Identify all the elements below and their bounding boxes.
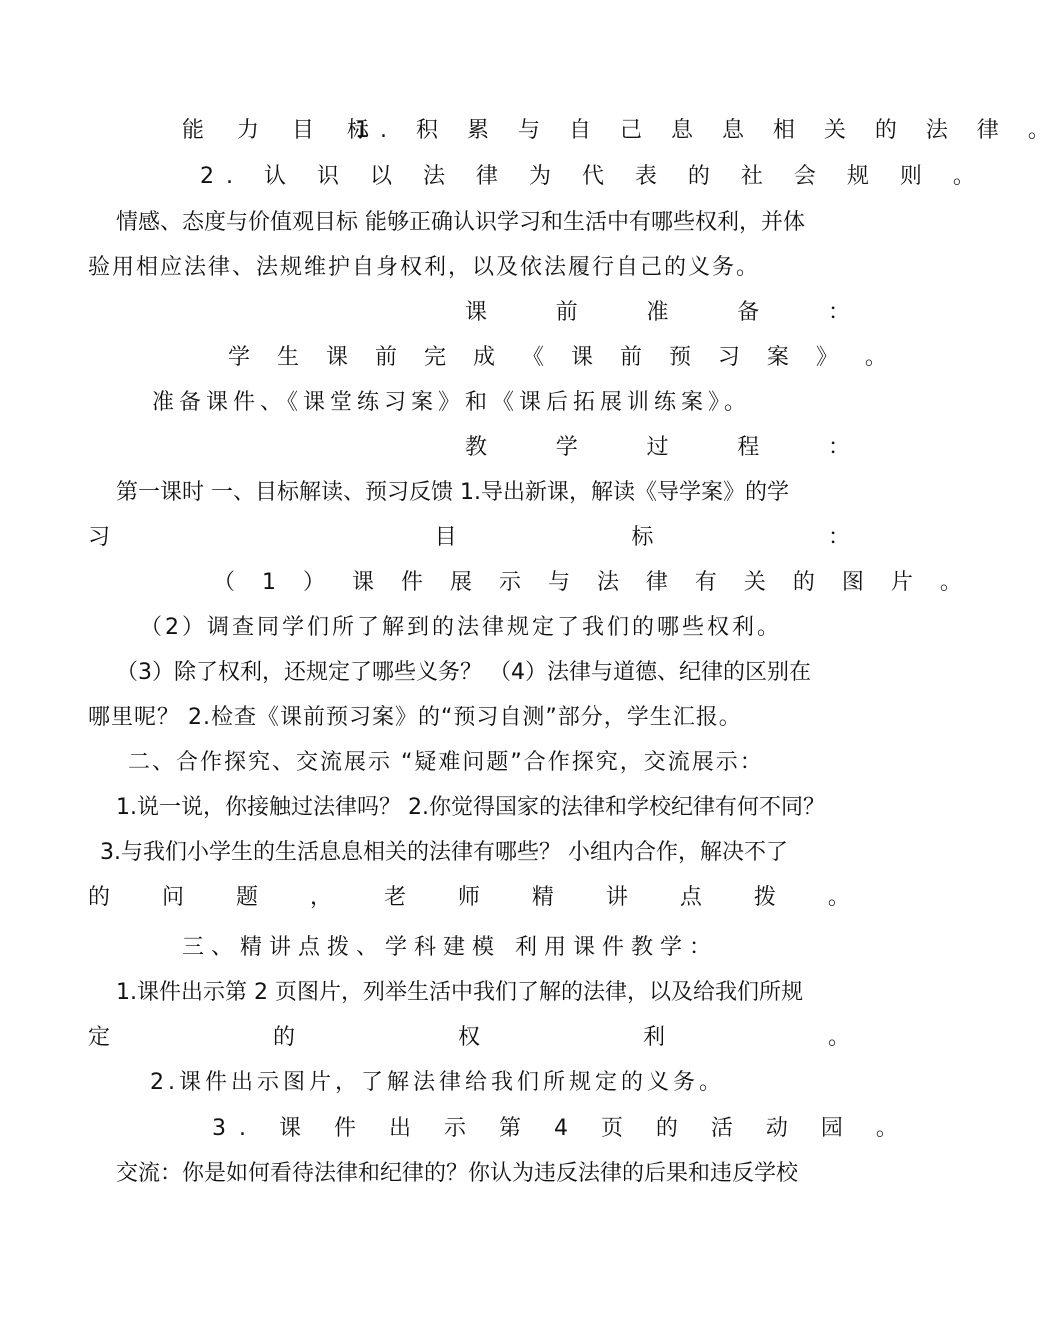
courseware-1: 1.课件出示第 2 页图片，列举生活中我们了解的法律，以及给我们所规 (116, 980, 803, 1005)
courseware-2: 2.课件出示图片，了解法律给我们所规定的义务。 (150, 1070, 725, 1095)
student-prep: 学 生 课 前 完 成 《 课 前 预 习 案 》 。 (228, 345, 897, 370)
item-1: （ 1 ） 课 件 展 示 与 法 律 有 关 的 图 片 。 (213, 570, 972, 595)
pre-class-prep-heading: 课 前 准 备 ： (465, 300, 850, 325)
ability-goal-2: 2. 认 识 以 法 律 为 代 表 的 社 会 规 则 。 (200, 164, 987, 189)
emotion-goal-cont: 验用相应法律、法规维护自身权利，以及依法履行自己的义务。 (88, 255, 761, 280)
emotion-goal: 情感、态度与价值观目标 能够正确认识学习和生活中有哪些权利，并体 (116, 210, 805, 235)
item-2: （2）调查同学们所了解到的法律规定了我们的哪些权利。 (140, 615, 782, 640)
exchange: 交流：你是如何看待法律和纪律的？你认为违反法律的后果和违反学校 (116, 1161, 799, 1186)
ability-goal-label: 能 力 目 标 (182, 118, 382, 143)
teaching-process-heading: 教 学 过 程 ： (465, 435, 850, 460)
teacher-guidance-line: 的 问 题 ， 老 师 精 讲 点 拨 。 (88, 885, 850, 910)
discuss-3: 3.与我们小学生的生活息息相关的法律有哪些？ 小组内合作，解决不了 (100, 840, 788, 865)
teacher-prep: 准备课件、《课堂练习案》和《课后拓展训练案》。 (152, 390, 752, 415)
rights-line: 定 的 权 利 。 (88, 1025, 850, 1050)
discuss-1-2: 1.说一说，你接触过法律吗？ 2.你觉得国家的法律和学校纪律有何不同？ (116, 795, 825, 820)
courseware-3: 3. 课 件 出 示 第 4 页 的 活 动 园 。 (212, 1116, 911, 1141)
item-check: 哪里呢？ 2.检查《课前预习案》的“预习自测”部分，学生汇报。 (88, 705, 742, 730)
learning-goal-line: 习 目 标 ： (88, 525, 850, 550)
section-two: 二、合作探究、交流展示 “疑难问题”合作探究，交流展示： (128, 750, 764, 775)
item-3-4: （3）除了权利，还规定了哪些义务？ （4）法律与道德、纪律的区别在 (116, 660, 811, 685)
ability-goal-1: 1. 积 累 与 自 己 息 息 相 关 的 法 律 。 (355, 118, 1061, 143)
first-lesson: 第一课时 一、目标解读、预习反馈 1.导出新课，解读《导学案》的学 (116, 480, 789, 505)
section-three: 三、精讲点拨、学科建模 利用课件教学： (182, 935, 718, 960)
